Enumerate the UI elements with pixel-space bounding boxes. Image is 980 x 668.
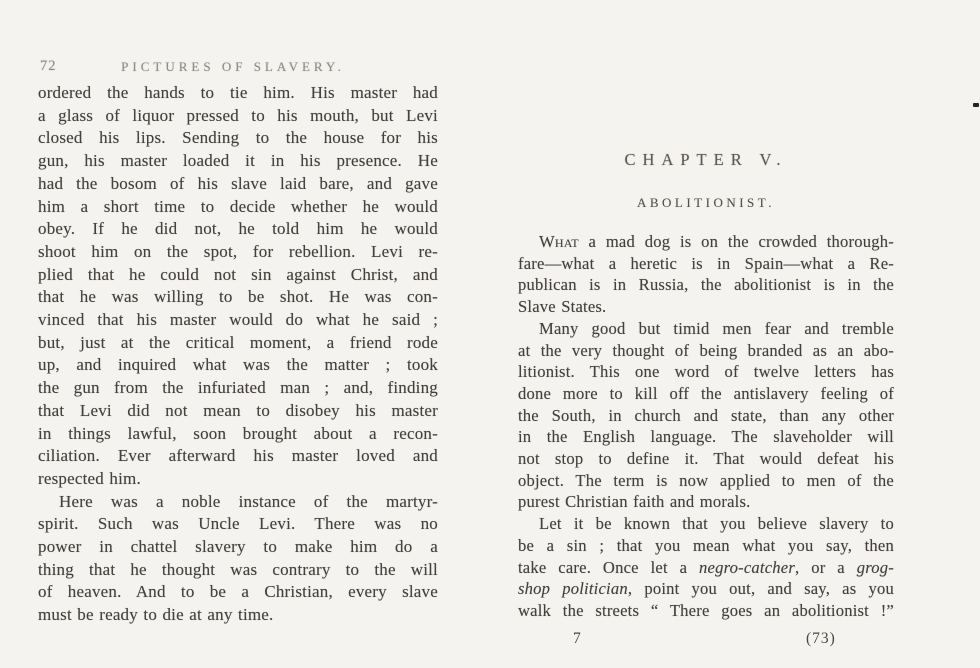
- text-segment: publican is in Russia, the abolitionist is in the: [518, 275, 894, 295]
- text-segment: ordered the hands to tie him. His master had: [38, 83, 438, 102]
- left-page: [38, 57, 438, 627]
- text-line: [518, 535, 894, 557]
- text-line: [518, 405, 894, 427]
- text-line: [518, 426, 894, 448]
- text-segment: of heaven. And to be a Christian, every slave: [38, 582, 438, 602]
- text-segment: , point you out, and say, as you: [627, 579, 894, 599]
- text-segment: not stop to define it. That would defeat his: [518, 449, 894, 469]
- text-line: [518, 361, 894, 383]
- text-line: [38, 559, 438, 582]
- text-segment: that he was willing to be shot. He was con-: [38, 287, 438, 307]
- text-segment: walk the streets “ There goes an abolitionist !”: [518, 600, 894, 620]
- text-line: [38, 105, 438, 128]
- text-line: [518, 470, 894, 492]
- text-line: [38, 309, 438, 332]
- section-heading: ABOLITIONIST.: [636, 195, 776, 210]
- text-segment: a mad dog is on the crowded thorough-: [578, 232, 894, 251]
- running-title: PICTURES OF SLAVERY.: [121, 59, 345, 74]
- text-line: [518, 231, 894, 253]
- text-line: [518, 578, 894, 600]
- text-segment: up, and inquired what was the matter ; took: [38, 355, 438, 375]
- text-segment: shoot him on the spot, for rebellion. Levi re-: [38, 241, 438, 261]
- text-segment: Here was a noble instance of the martyr-: [59, 491, 438, 511]
- text-segment: Many good but timid men fear and tremble: [539, 318, 894, 338]
- text-segment: him a short time to decide whether he would: [38, 196, 438, 216]
- scan-artifact-speck: [973, 103, 979, 107]
- paragraph: [518, 513, 894, 622]
- text-segment: closed his lips. Sending to the house for his: [38, 128, 438, 148]
- paragraph: [518, 318, 894, 513]
- text-segment: , or a: [795, 557, 857, 577]
- text-segment: Slave States.: [518, 297, 607, 317]
- text-segment: respected him.: [38, 468, 141, 488]
- text-segment: plied that he could not sin against Christ, and: [38, 264, 438, 284]
- text-line: [38, 491, 438, 514]
- text-segment: must be ready to die at any time.: [38, 605, 274, 625]
- text-line: [38, 127, 438, 150]
- text-segment: in things lawful, soon brought about a recon-: [38, 423, 438, 443]
- text-line: [38, 513, 438, 536]
- text-segment: in the English language. The slaveholder will: [518, 427, 894, 447]
- text-segment: take care. Once let a: [518, 557, 700, 577]
- text-segment: power in chattel slavery to make him do a: [38, 537, 438, 557]
- text-line: [38, 536, 438, 559]
- text-line: [518, 253, 894, 275]
- text-line: [38, 604, 438, 627]
- text-line: [38, 82, 438, 105]
- text-segment: shop politician: [518, 579, 628, 599]
- left-page-body: [38, 82, 438, 627]
- text-line: [518, 448, 894, 470]
- text-segment: What: [539, 232, 579, 251]
- signature-mark: 7: [573, 629, 581, 647]
- text-line: [518, 318, 894, 340]
- text-segment: purest Christian faith and morals.: [518, 492, 751, 512]
- paragraph: [518, 231, 894, 318]
- text-line: [518, 274, 894, 296]
- text-line: [518, 600, 894, 622]
- text-segment: done more to kill off the antislavery feeling of: [518, 383, 894, 403]
- text-line: [518, 296, 894, 318]
- running-header: [38, 57, 438, 75]
- text-segment: that Levi did not mean to disobey his master: [38, 400, 438, 420]
- text-line: [518, 557, 894, 579]
- text-segment: a glass of liquor pressed to his mouth, but Levi: [38, 105, 438, 125]
- text-line: [38, 218, 438, 241]
- text-segment: thing that he thought was contrary to the will: [38, 559, 438, 579]
- right-page: [518, 150, 894, 650]
- text-segment: fare—what a heretic is in Spain—what a Re-: [518, 253, 894, 273]
- text-line: [518, 383, 894, 405]
- text-line: [38, 173, 438, 196]
- right-page-number: (73): [806, 629, 836, 647]
- text-segment: vinced that his master would do what he said ;: [38, 310, 438, 330]
- text-line: [38, 581, 438, 604]
- left-page-number: 72: [40, 58, 57, 74]
- text-segment: negro-catcher: [699, 557, 796, 577]
- text-line: [38, 400, 438, 423]
- text-segment: ciliation. Ever afterward his master loved and: [38, 446, 438, 466]
- text-line: [38, 286, 438, 309]
- text-segment: be a sin ; that you mean what you say, then: [518, 535, 894, 555]
- text-line: [38, 377, 438, 400]
- text-line: [38, 150, 438, 173]
- text-segment: object. The term is now applied to men of the: [518, 470, 894, 490]
- text-segment: spirit. Such was Uncle Levi. There was no: [38, 514, 438, 534]
- chapter-heading: CHAPTER V.: [624, 150, 788, 169]
- text-segment: the South, in church and state, than any other: [518, 405, 894, 425]
- text-segment: had the bosom of his slave laid bare, and gave: [38, 173, 438, 193]
- paragraph: [38, 491, 438, 627]
- text-segment: the gun from the infuriated man ; and, finding: [38, 378, 438, 398]
- text-segment: at the very thought of being branded as an abo-: [518, 340, 894, 360]
- text-line: [38, 423, 438, 446]
- text-line: [38, 196, 438, 219]
- text-line: [518, 340, 894, 362]
- text-line: [38, 332, 438, 355]
- text-segment: grog-: [856, 557, 894, 577]
- text-line: [38, 468, 438, 491]
- paragraph: [38, 82, 438, 491]
- text-line: [38, 354, 438, 377]
- right-page-footer: [518, 630, 894, 650]
- text-line: [38, 241, 438, 264]
- text-segment: obey. If he did not, he told him he would: [38, 219, 438, 239]
- text-line: [518, 513, 894, 535]
- text-segment: Let it be known that you believe slavery to: [539, 514, 894, 534]
- text-segment: litionist. This one word of twelve letters has: [518, 362, 894, 382]
- text-line: [38, 445, 438, 468]
- text-segment: but, just at the critical moment, a friend rode: [38, 332, 438, 352]
- text-line: [518, 491, 894, 513]
- right-page-body: [518, 231, 894, 622]
- text-segment: gun, his master loaded it in his presence. He: [38, 151, 438, 171]
- text-line: [38, 264, 438, 287]
